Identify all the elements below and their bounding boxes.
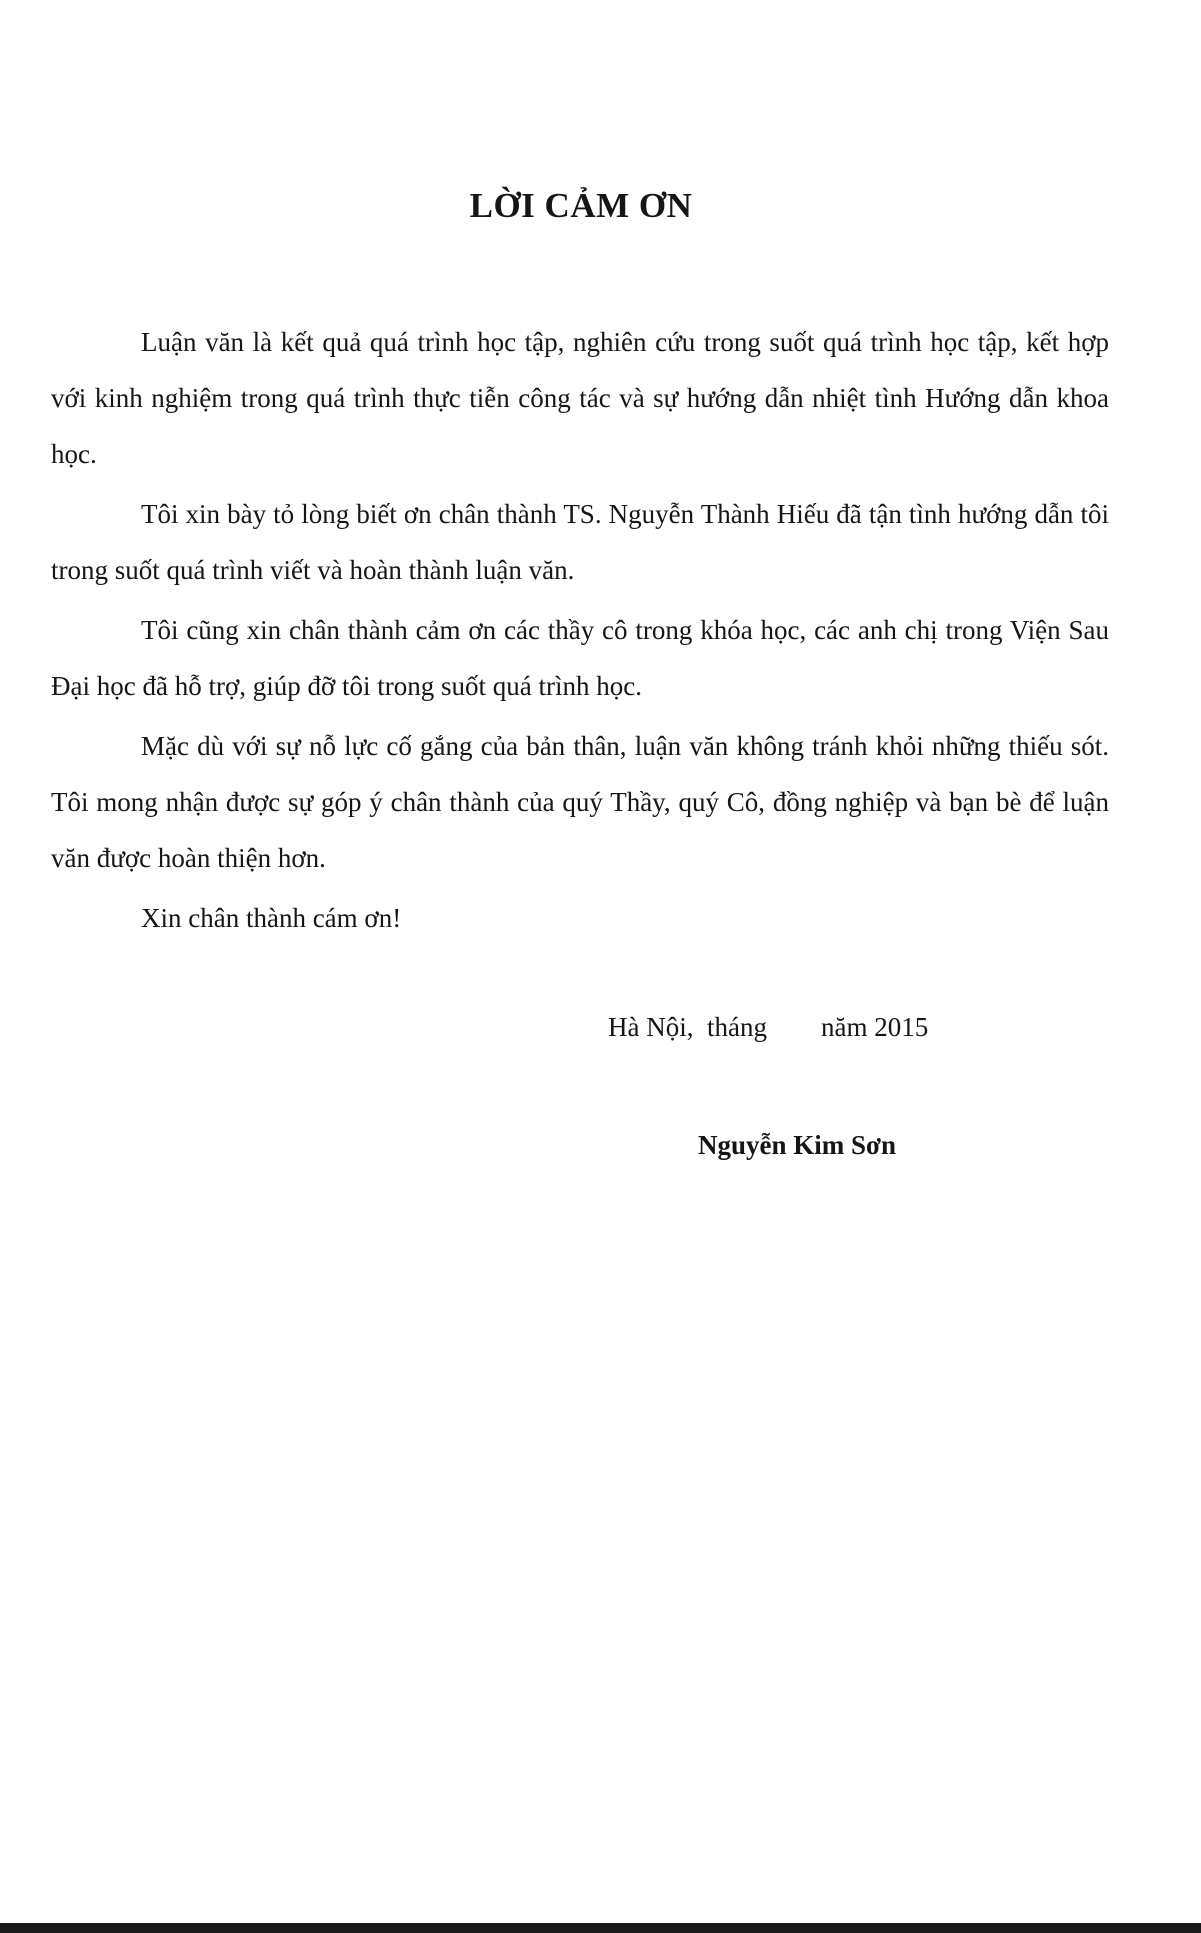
paragraph: Tôi xin bày tỏ lòng biết ơn chân thành TS. Nguyễn Thành Hiếu đã tận tình hướng dẫn tôi trong suốt quá trình viết và hoàn thành luận văn. (51, 499, 1109, 585)
closing-line: Xin chân thành cám ơn! (141, 903, 402, 933)
place-date: Hà Nội, tháng năm 2015 (608, 1012, 929, 1042)
document-body (51, 314, 1109, 950)
paragraph: Tôi cũng xin chân thành cảm ơn các thầy cô trong khóa học, các anh chị trong Viện Sau Đại học đã hỗ trợ, giúp đỡ tôi trong suốt quá trình học. (51, 615, 1109, 701)
paragraph: Luận văn là kết quả quá trình học tập, nghiên cứu trong suốt quá trình học tập, kết hợp với kinh nghiệm trong quá trình thực tiễn công tác và sự hướng dẫn nhiệt tình Hướng dẫn khoa học. (51, 327, 1109, 469)
page-title: LỜI CẢM ƠN (469, 186, 693, 225)
author-signature-name: Nguyễn Kim Sơn (698, 1130, 896, 1160)
paragraph: Mặc dù với sự nỗ lực cố gắng của bản thân, luận văn không tránh khỏi những thiếu sót. Tôi mong nhận được sự góp ý chân thành của quý Thầy, quý Cô, đồng nghiệp và bạn bè để luận văn được hoàn thiện hơn. (51, 731, 1109, 873)
scan-bottom-border (0, 1923, 1201, 1933)
